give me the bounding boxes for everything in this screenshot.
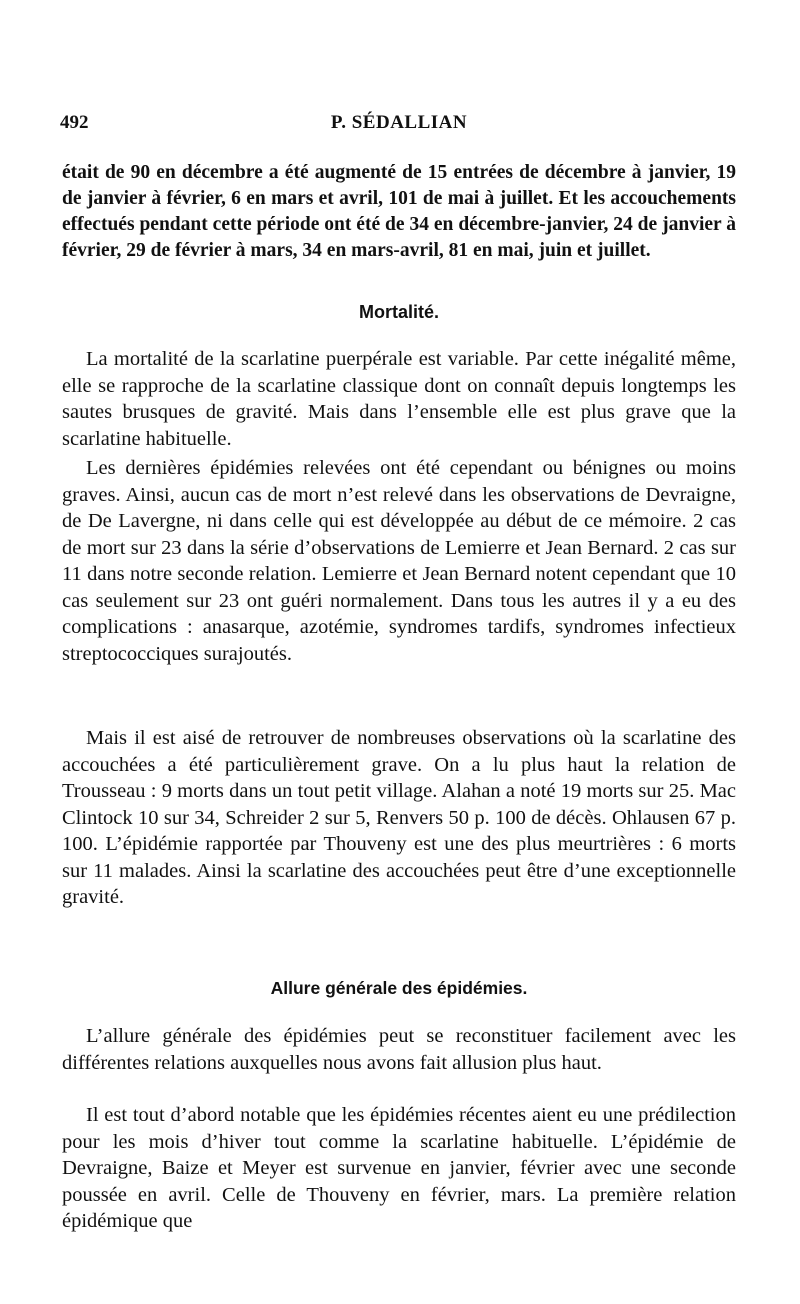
paragraph	[62, 455, 736, 667]
paragraph-text: L’allure générale des épidémies peut se reconstituer facilement avec les différentes relations auxquelles nous avons fait allusion plus haut.	[62, 1025, 736, 1074]
paragraph	[62, 346, 736, 452]
section-heading-mortalite: Mortalité.	[358, 302, 439, 322]
paragraph-continuation	[62, 160, 736, 264]
section-heading-allure: Allure générale des épidémies.	[270, 978, 528, 998]
paragraph-text: Les dernières épidémies relevées ont été cependant ou bénignes ou moins graves. Ainsi, aucun cas de mort n’est relevé dans les observations de Devraigne, de De Lavergne, ni dans celle qui est développée au début de ce mémoire. 2 cas de mort sur 23 dans la série d’observations de Lemierre et Jean Bernard. 2 cas sur 11 dans notre seconde relation. Lemierre et Jean Bernard notent cependant que 10 cas seulement sur 23 ont guéri normalement. Dans tous les autres il y a eu des complications : anasarque, azotémie, syndromes tardifs, syndromes infectieux streptococciques surajoutés.	[62, 457, 736, 665]
paragraph-text: Mais il est aisé de retrouver de nombreuses observations où la scarlatine des accouchées a été particulièrement grave. On a lu plus haut la relation de Trousseau : 9 morts dans un tout petit village. Alahan a noté 19 morts sur 25. Mac Clintock 10 sur 34, Schreider 2 sur 5, Renvers 50 p. 100 de décès. Ohlausen 67 p. 100. L’épidémie rapportée par Thouveny est une des plus meurtrières : 6 morts sur 11 malades. Ainsi la scarlatine des accouchées peut être d’une exceptionnelle gravité.	[62, 727, 736, 908]
paragraph	[62, 1023, 736, 1076]
paragraph-text: Il est tout d’abord notable que les épidémies récentes aient eu une prédilection pour les mois d’hiver tout comme la scarlatine habituelle. L’épidémie de Devraigne, Baize et Meyer est survenue en janvier, février avec une seconde poussée en avril. Celle de Thouveny en février, mars. La première relation épidémique que	[62, 1104, 736, 1232]
page-number: 492	[60, 112, 89, 133]
paragraph-text: était de 90 en décembre a été augmenté de 15 entrées de décembre à janvier, 19 de janvier à février, 6 en mars et avril, 101 de mai à juillet. Et les accouchements effectués pendant cette période ont été de 34 en décembre-janvier, 24 de janvier à février, 29 de février à mars, 34 en mars-avril, 81 en mai, juin et juillet.	[62, 162, 736, 261]
running-header	[60, 112, 738, 142]
paragraph-text: La mortalité de la scarlatine puerpérale est variable. Par cette inégalité même, elle se rapproche de la scarlatine classique dont on connaît depuis longtemps les sautes brusques de gravité. Mais dans l’ensemble elle est plus grave que la scarlatine habituelle.	[62, 348, 736, 450]
running-title: P. SÉDALLIAN	[330, 112, 468, 133]
paragraph	[62, 725, 736, 911]
paragraph	[62, 1102, 736, 1235]
